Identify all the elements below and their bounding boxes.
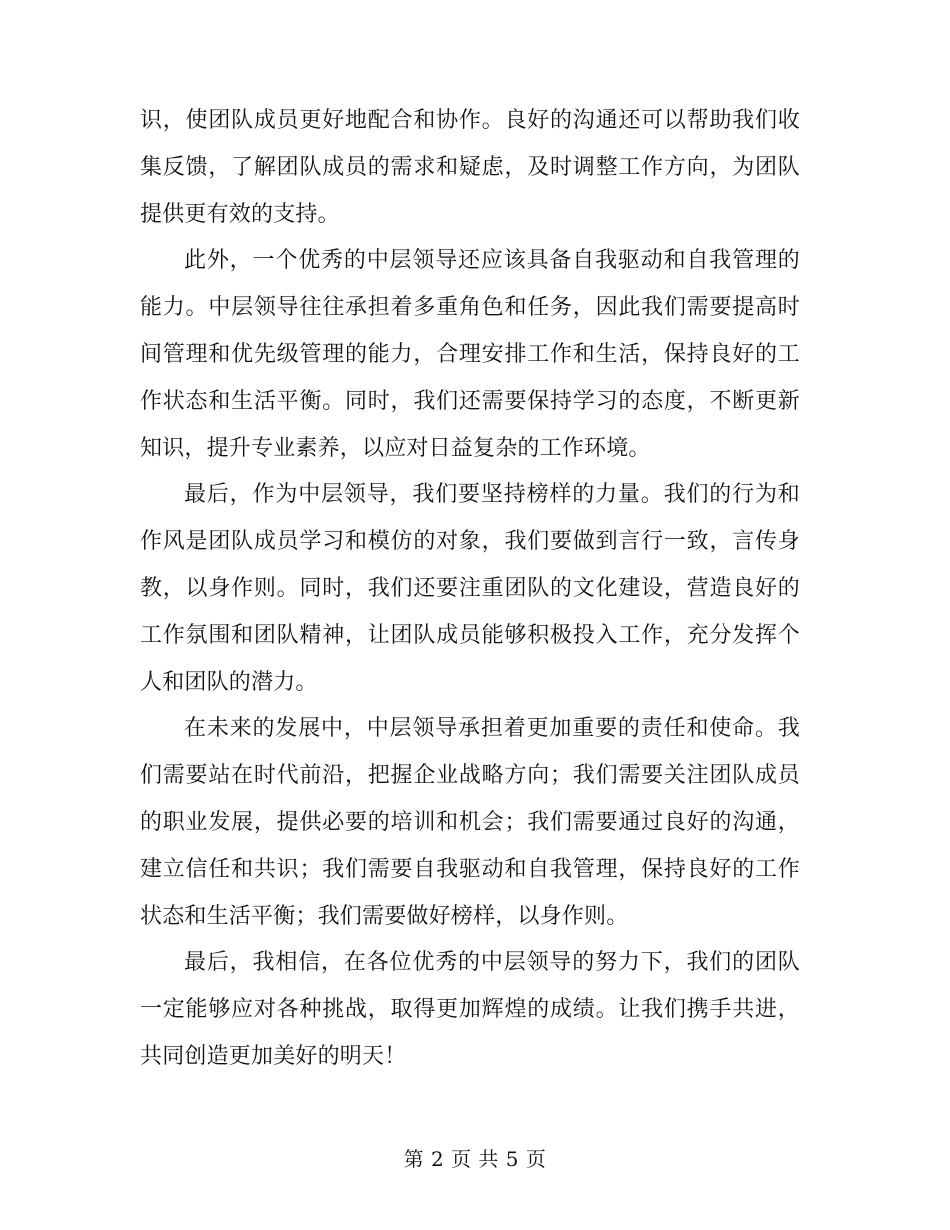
paragraph-closing: 最后，我相信，在各位优秀的中层领导的努力下，我们的团队一定能够应对各种挑战，取得更加辉煌的成绩。让我们携手共进，共同创造更加美好的明天！ <box>140 950 800 1069</box>
paragraph-self-management: 此外，一个优秀的中层领导还应该具备自我驱动和自我管理的能力。中层领导往往承担着多重角色和任务，因此我们需要提高时间管理和优先级管理的能力，合理安排工作和生活，保持良好的工作状态和生活平衡。同时，我们还需要保持学习的态度，不断更新知识，提升专业素养，以应对日益复杂的工作环境。 <box>140 248 800 461</box>
document-body <box>140 98 800 1081</box>
paragraph-continuation: 识，使团队成员更好地配合和协作。良好的沟通还可以帮助我们收集反馈，了解团队成员的需求和疑虑，及时调整工作方向，为团队提供更有效的支持。 <box>140 108 800 227</box>
page-number-footer: 第 2 页 共 5 页 <box>403 1147 547 1171</box>
paragraph-role-model: 最后，作为中层领导，我们要坚持榜样的力量。我们的行为和作风是团队成员学习和模仿的对象，我们要做到言行一致，言传身教，以身作则。同时，我们还要注重团队的文化建设，营造良好的工作氛围和团队精神，让团队成员能够积极投入工作，充分发挥个人和团队的潜力。 <box>140 482 800 695</box>
paragraph-future-development: 在未来的发展中，中层领导承担着更加重要的责任和使命。我们需要站在时代前沿，把握企业战略方向；我们需要关注团队成员的职业发展，提供必要的培训和机会；我们需要通过良好的沟通，建立信任和共识；我们需要自我驱动和自我管理，保持良好的工作状态和生活平衡；我们需要做好榜样，以身作则。 <box>140 716 800 929</box>
